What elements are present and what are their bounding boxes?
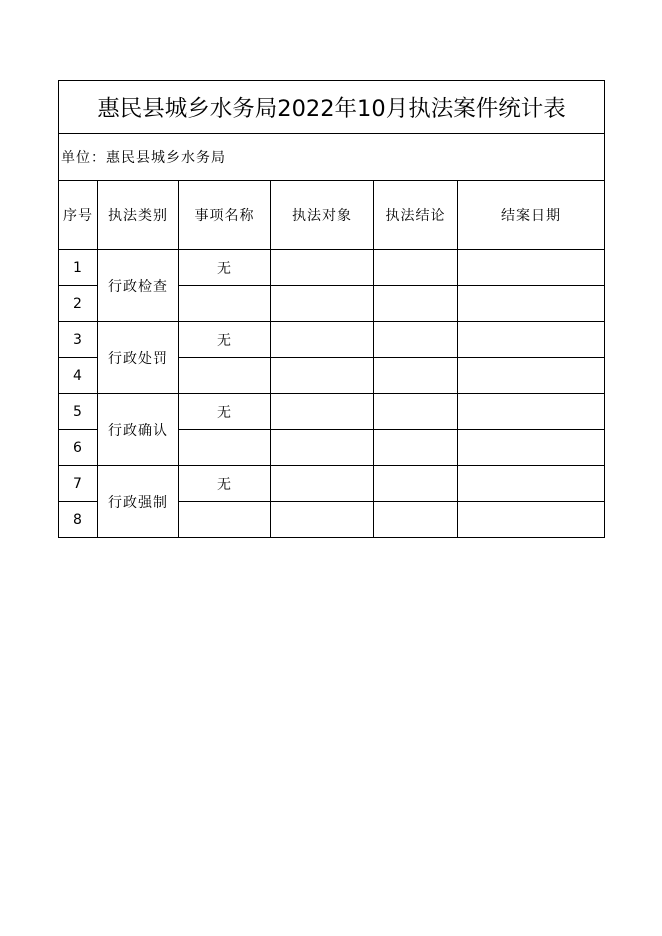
item-name-cell: 无: [179, 394, 271, 430]
unit-label: 单位：惠民县城乡水务局: [59, 134, 605, 181]
header-conclusion: 执法结论: [374, 181, 458, 250]
target-cell: [271, 502, 374, 538]
item-name-cell: 无: [179, 466, 271, 502]
conclusion-cell: [374, 430, 458, 466]
close-date-cell: [458, 430, 605, 466]
conclusion-cell: [374, 250, 458, 286]
item-name-cell: 无: [179, 322, 271, 358]
close-date-cell: [458, 358, 605, 394]
seq-cell: 5: [59, 394, 98, 430]
title-row: [59, 81, 605, 134]
category-cell: 行政检查: [98, 250, 179, 322]
target-cell: [271, 430, 374, 466]
target-cell: [271, 358, 374, 394]
close-date-cell: [458, 250, 605, 286]
target-cell: [271, 322, 374, 358]
header-seq: 序号: [59, 181, 98, 250]
target-cell: [271, 466, 374, 502]
seq-cell: 1: [59, 250, 98, 286]
item-name-cell: 无: [179, 250, 271, 286]
enforcement-stats-table: [58, 80, 605, 538]
conclusion-cell: [374, 322, 458, 358]
table-row: [59, 466, 605, 502]
target-cell: [271, 394, 374, 430]
seq-cell: 8: [59, 502, 98, 538]
header-category: 执法类别: [98, 181, 179, 250]
close-date-cell: [458, 502, 605, 538]
conclusion-cell: [374, 502, 458, 538]
category-cell: 行政强制: [98, 466, 179, 538]
seq-cell: 3: [59, 322, 98, 358]
conclusion-cell: [374, 286, 458, 322]
header-close-date: 结案日期: [458, 181, 605, 250]
seq-cell: 2: [59, 286, 98, 322]
conclusion-cell: [374, 394, 458, 430]
header-target: 执法对象: [271, 181, 374, 250]
seq-cell: 6: [59, 430, 98, 466]
seq-cell: 4: [59, 358, 98, 394]
header-item-name: 事项名称: [179, 181, 271, 250]
category-cell: 行政确认: [98, 394, 179, 466]
item-name-cell: [179, 358, 271, 394]
table-row: [59, 250, 605, 286]
category-cell: 行政处罚: [98, 322, 179, 394]
close-date-cell: [458, 286, 605, 322]
close-date-cell: [458, 322, 605, 358]
close-date-cell: [458, 394, 605, 430]
target-cell: [271, 250, 374, 286]
seq-cell: 7: [59, 466, 98, 502]
conclusion-cell: [374, 358, 458, 394]
item-name-cell: [179, 286, 271, 322]
unit-row: [59, 134, 605, 181]
item-name-cell: [179, 502, 271, 538]
item-name-cell: [179, 430, 271, 466]
target-cell: [271, 286, 374, 322]
table-row: [59, 322, 605, 358]
conclusion-cell: [374, 466, 458, 502]
close-date-cell: [458, 466, 605, 502]
table-row: [59, 394, 605, 430]
header-row: [59, 181, 605, 250]
table-title: 惠民县城乡水务局2022年10月执法案件统计表: [59, 81, 605, 134]
